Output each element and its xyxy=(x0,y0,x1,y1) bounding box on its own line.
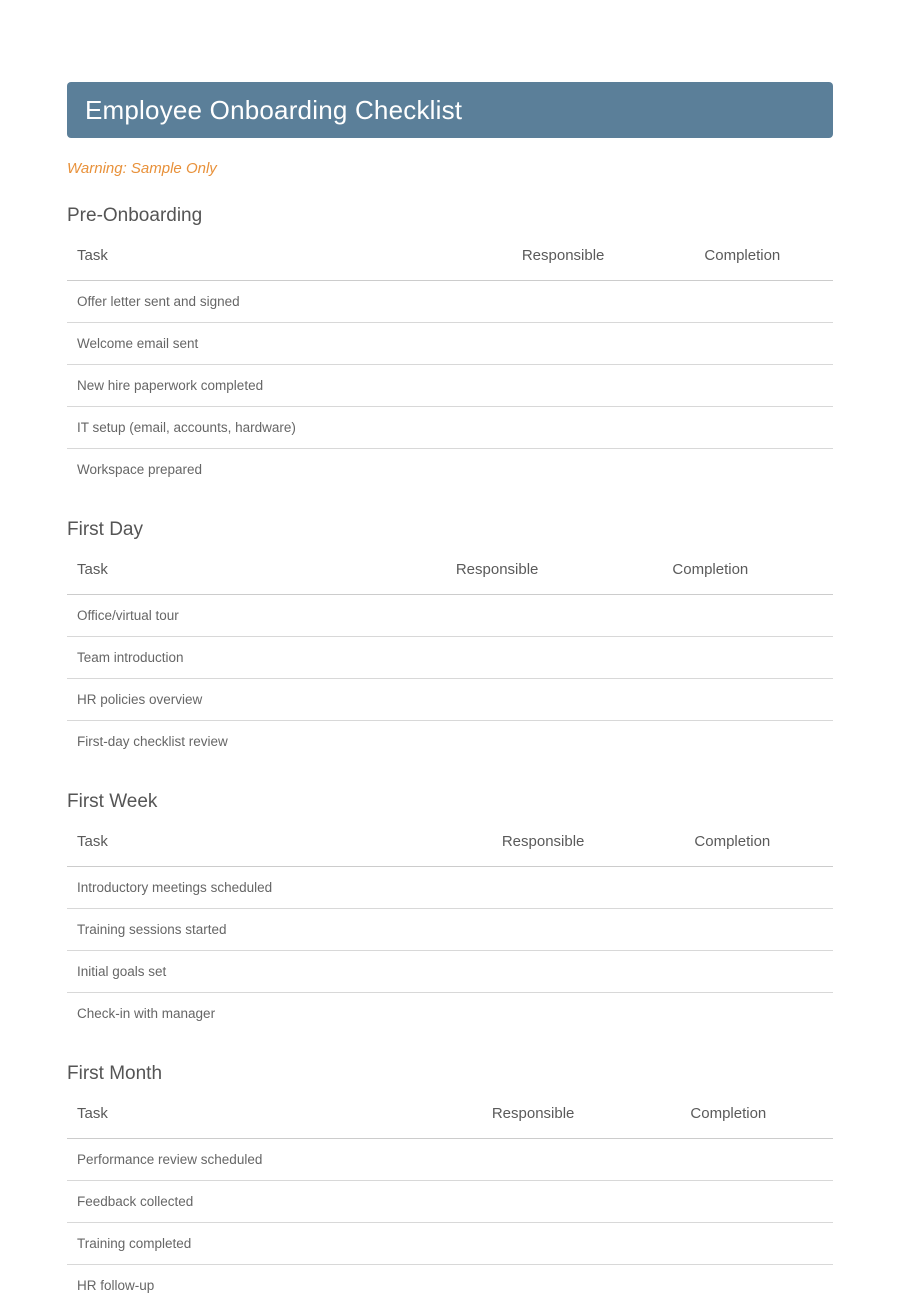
cell-completion[interactable] xyxy=(662,595,833,637)
cell-completion[interactable] xyxy=(680,1139,833,1181)
table-row xyxy=(67,721,833,763)
table-row xyxy=(67,365,833,407)
cell-responsible[interactable] xyxy=(512,449,695,491)
table-row xyxy=(67,323,833,365)
cell-completion[interactable] xyxy=(684,909,833,951)
cell-completion[interactable] xyxy=(684,867,833,909)
cell-task: First-day checklist review xyxy=(77,734,228,749)
cell-responsible[interactable] xyxy=(482,1181,681,1223)
cell-task: Welcome email sent xyxy=(67,323,512,365)
cell-task: HR policies overview xyxy=(67,679,446,721)
checklist-section xyxy=(67,1064,833,1300)
table-row xyxy=(67,407,833,449)
cell-responsible[interactable] xyxy=(492,867,685,909)
checklist-section xyxy=(67,206,833,490)
document-header-banner xyxy=(67,82,833,138)
column-header-task: Task xyxy=(67,825,492,867)
table-row xyxy=(67,281,833,323)
table-row xyxy=(67,909,833,951)
checklist-table xyxy=(67,825,833,1034)
cell-task: Team introduction xyxy=(67,637,446,679)
table-row xyxy=(67,1181,833,1223)
cell-responsible[interactable] xyxy=(446,595,663,637)
table-header-row xyxy=(67,1097,833,1139)
cell-task: Training completed xyxy=(67,1223,482,1265)
cell-completion[interactable] xyxy=(694,365,833,407)
cell-completion[interactable] xyxy=(694,407,833,449)
checklist-table xyxy=(67,1097,833,1300)
cell-task: Feedback collected xyxy=(67,1181,482,1223)
cell-completion[interactable] xyxy=(684,951,833,993)
table-row xyxy=(67,449,833,491)
cell-responsible[interactable] xyxy=(482,1265,681,1300)
cell-task: Office/virtual tour xyxy=(67,595,446,637)
cell-completion[interactable] xyxy=(680,1223,833,1265)
cell-completion[interactable] xyxy=(680,1265,833,1300)
cell-responsible[interactable] xyxy=(446,721,663,763)
cell-responsible[interactable] xyxy=(446,679,663,721)
cell-responsible[interactable] xyxy=(492,951,685,993)
cell-responsible[interactable] xyxy=(512,365,695,407)
column-header-completion: Completion xyxy=(694,239,833,281)
cell-task: Check-in with manager xyxy=(77,1006,216,1021)
cell-responsible[interactable] xyxy=(512,407,695,449)
section-title: First Day xyxy=(67,519,143,540)
cell-responsible[interactable] xyxy=(482,1139,681,1181)
column-header-responsible: Responsible xyxy=(492,825,685,867)
section-title: Pre-Onboarding xyxy=(67,205,203,226)
section-title: First Week xyxy=(67,791,158,812)
cell-responsible[interactable] xyxy=(512,281,695,323)
column-header-task: Task xyxy=(67,553,446,595)
table-row xyxy=(67,993,833,1035)
cell-responsible[interactable] xyxy=(492,993,685,1035)
cell-responsible[interactable] xyxy=(446,637,663,679)
table-header-row xyxy=(67,825,833,867)
column-header-task: Task xyxy=(67,1097,482,1139)
table-row xyxy=(67,1223,833,1265)
cell-completion[interactable] xyxy=(662,637,833,679)
column-header-responsible: Responsible xyxy=(446,553,663,595)
section-title: First Month xyxy=(67,1063,163,1084)
checklist-sections xyxy=(67,206,833,1300)
table-header-row xyxy=(67,239,833,281)
cell-completion[interactable] xyxy=(694,449,833,491)
cell-task: Offer letter sent and signed xyxy=(67,281,512,323)
table-row xyxy=(67,595,833,637)
cell-completion[interactable] xyxy=(684,993,833,1035)
checklist-section xyxy=(67,520,833,762)
cell-task: Initial goals set xyxy=(67,951,492,993)
table-row xyxy=(67,951,833,993)
column-header-responsible: Responsible xyxy=(482,1097,681,1139)
column-header-completion: Completion xyxy=(680,1097,833,1139)
cell-completion[interactable] xyxy=(694,323,833,365)
column-header-responsible: Responsible xyxy=(512,239,695,281)
cell-task: Performance review scheduled xyxy=(67,1139,482,1181)
cell-completion[interactable] xyxy=(680,1181,833,1223)
sample-warning-text: Warning: Sample Only xyxy=(67,160,217,177)
cell-task: HR follow-up xyxy=(77,1278,155,1293)
cell-task: New hire paperwork completed xyxy=(67,365,512,407)
column-header-task: Task xyxy=(67,239,512,281)
cell-completion[interactable] xyxy=(662,679,833,721)
cell-responsible[interactable] xyxy=(512,323,695,365)
table-header-row xyxy=(67,553,833,595)
cell-responsible[interactable] xyxy=(492,909,685,951)
table-row xyxy=(67,867,833,909)
column-header-completion: Completion xyxy=(662,553,833,595)
checklist-table xyxy=(67,553,833,762)
table-row xyxy=(67,637,833,679)
cell-responsible[interactable] xyxy=(482,1223,681,1265)
page-title: Employee Onboarding Checklist xyxy=(85,95,463,125)
column-header-completion: Completion xyxy=(684,825,833,867)
cell-task: Introductory meetings scheduled xyxy=(67,867,492,909)
checklist-table xyxy=(67,239,833,490)
cell-task: Workspace prepared xyxy=(77,462,203,477)
table-row xyxy=(67,679,833,721)
checklist-section xyxy=(67,792,833,1034)
table-row xyxy=(67,1139,833,1181)
cell-completion[interactable] xyxy=(662,721,833,763)
cell-task: Training sessions started xyxy=(67,909,492,951)
cell-completion[interactable] xyxy=(694,281,833,323)
cell-task: IT setup (email, accounts, hardware) xyxy=(67,407,512,449)
table-row xyxy=(67,1265,833,1300)
